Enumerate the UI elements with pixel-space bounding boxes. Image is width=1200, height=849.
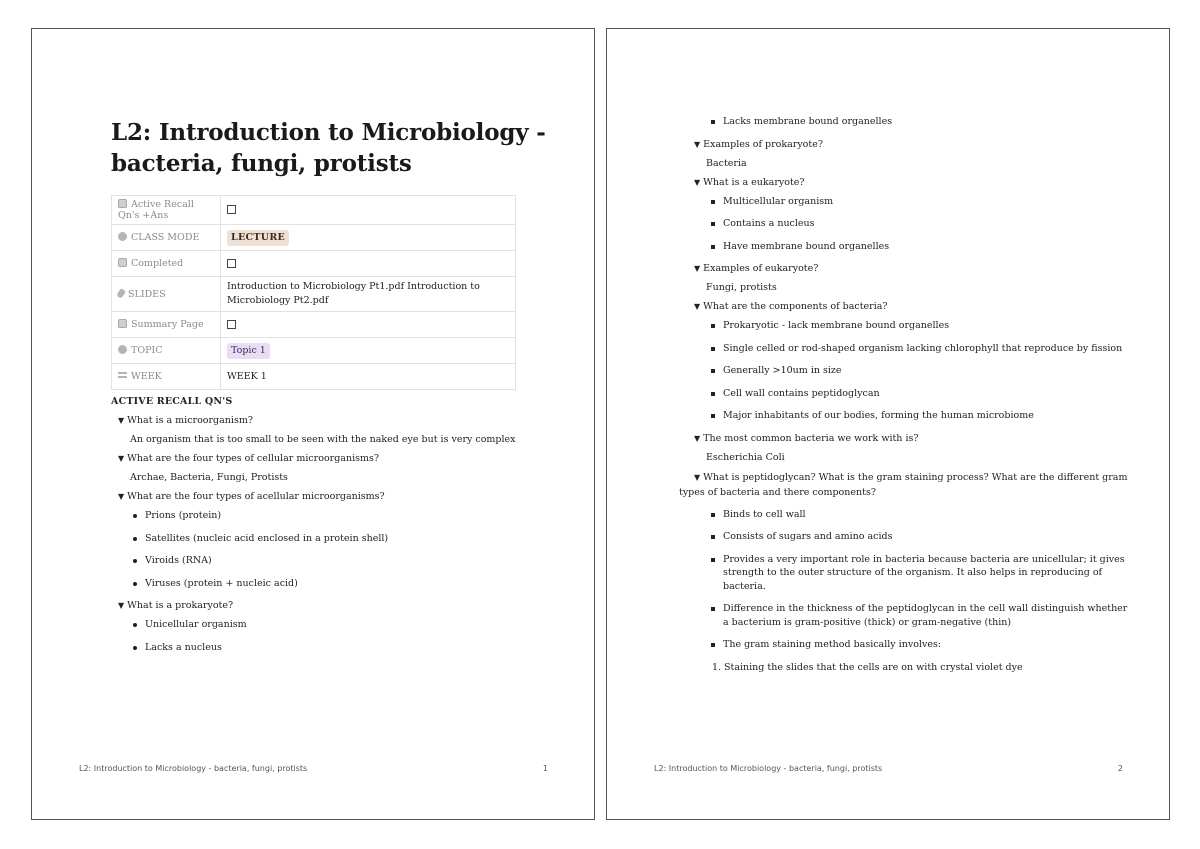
toggle-question[interactable]: ▼ The most common bacteria we work with is? xyxy=(694,432,919,444)
property-key: Active Recall Qn's +Ans xyxy=(118,199,194,221)
text-prop-icon xyxy=(118,372,127,380)
list-item: Lacks membrane bound organelles xyxy=(723,115,1129,129)
toggle-question[interactable]: ▼ What is a microorganism? xyxy=(118,415,253,426)
topic-tag[interactable]: Topic 1 xyxy=(227,343,270,359)
page-number: 2 xyxy=(1117,764,1123,773)
toggle-answer: Fungi, protists xyxy=(706,282,777,293)
list-item: Unicellular organism xyxy=(145,618,547,632)
property-key: TOPIC xyxy=(131,345,163,356)
property-key: SLIDES xyxy=(128,288,166,300)
list-item: Viroids (RNA) xyxy=(145,554,547,568)
property-key: Summary Page xyxy=(131,319,204,330)
toggle-question[interactable]: ▼ What is peptidoglycan? What is the gram staining process? What are the different gram types of bacteria and there components? xyxy=(679,471,1128,498)
property-key: WEEK xyxy=(131,371,162,382)
list-item: Satellites (nucleic acid enclosed in a protein shell) xyxy=(145,532,547,546)
numbered-list xyxy=(679,661,1129,674)
toggle-triangle-icon[interactable]: ▼ xyxy=(118,416,125,425)
toggle-question[interactable]: ▼ Examples of eukaryote? xyxy=(694,263,819,274)
list-item: Consists of sugars and amino acids xyxy=(723,530,1129,544)
toggle-triangle-icon[interactable]: ▼ xyxy=(694,139,701,149)
toggle-question[interactable]: ▼ What are the four types of cellular microorganisms? xyxy=(118,453,379,464)
select-prop-icon xyxy=(118,232,127,241)
list-item: The gram staining method basically involves: xyxy=(723,638,1129,652)
toggle-answer: Archae, Bacteria, Fungi, Protists xyxy=(130,472,288,483)
page-content xyxy=(679,115,1129,680)
toggle-answer: Escherichia Coli xyxy=(706,451,785,463)
page-number: 1 xyxy=(542,764,548,773)
numbered-item: 1. Staining the slides that the cells are on with crystal violet dye xyxy=(712,661,1023,673)
list-item: Major inhabitants of our bodies, forming the human microbiome xyxy=(723,409,1129,423)
toggle-triangle-icon[interactable]: ▼ xyxy=(694,302,701,311)
bullet-list xyxy=(111,509,547,590)
document-page-1 xyxy=(31,28,595,820)
document-page-2 xyxy=(606,28,1170,820)
bullet-list xyxy=(679,115,1129,129)
property-row xyxy=(112,338,516,364)
toggle-question[interactable]: ▼ Examples of prokaryote? xyxy=(694,138,823,150)
toggle-triangle-icon[interactable]: ▼ xyxy=(118,601,125,610)
bullet-list xyxy=(679,195,1129,254)
checkbox[interactable] xyxy=(227,205,236,214)
toggle-triangle-icon[interactable]: ▼ xyxy=(694,472,701,482)
list-item: Multicellular organism xyxy=(723,195,1129,209)
checkbox[interactable] xyxy=(227,320,236,329)
toggle-triangle-icon[interactable]: ▼ xyxy=(118,454,125,463)
toggle-question[interactable]: ▼ What is a prokaryote? xyxy=(118,600,234,611)
toggle-triangle-icon[interactable]: ▼ xyxy=(694,177,701,187)
list-item: Prions (protein) xyxy=(145,509,547,523)
page-title: L2: Introduction to Microbiology - bacteria, fungi, protists xyxy=(111,119,546,177)
select-prop-icon xyxy=(118,345,127,354)
property-key: Completed xyxy=(131,258,184,269)
toggle-triangle-icon[interactable]: ▼ xyxy=(118,492,125,501)
toggle-question[interactable]: ▼ What are the components of bacteria? xyxy=(694,301,888,312)
list-item: Lacks a nucleus xyxy=(145,641,547,655)
list-item: Provides a very important role in bacteria because bacteria are unicellular; it gives strength to the outer structure of the organism. It also helps in reproducing of bacteria. xyxy=(723,553,1129,594)
list-item: Binds to cell wall xyxy=(723,508,1129,522)
list-item: Difference in the thickness of the peptidoglycan in the cell wall distinguish whether a bacterium is gram-positive (thick) or gram-negative (thin) xyxy=(723,603,1128,628)
property-row xyxy=(112,196,516,225)
toggle-question[interactable]: ▼ What are the four types of acellular microorganisms? xyxy=(118,491,385,502)
bullet-list xyxy=(679,319,1129,423)
list-item: Viruses (protein + nucleic acid) xyxy=(145,577,547,591)
properties-table xyxy=(111,195,516,390)
bullet-list xyxy=(679,508,1129,652)
list-item: Contains a nucleus xyxy=(723,217,1129,231)
toggle-question[interactable]: ▼ What is a eukaryote? xyxy=(694,176,805,188)
checkbox[interactable] xyxy=(227,259,236,268)
week-value[interactable]: WEEK 1 xyxy=(221,364,516,390)
list-item: Generally >10um in size xyxy=(723,364,1129,378)
property-row xyxy=(112,312,516,338)
attachment-prop-icon xyxy=(116,288,126,299)
item-number: 1. xyxy=(712,661,722,673)
property-row xyxy=(112,251,516,277)
property-row xyxy=(112,277,516,312)
list-item: Cell wall contains peptidoglycan xyxy=(723,387,1129,401)
property-key: CLASS MODE xyxy=(131,232,200,243)
page-footer-title: L2: Introduction to Microbiology - bacteria, fungi, protists xyxy=(654,764,883,773)
list-item: Prokaryotic - lack membrane bound organelles xyxy=(723,319,1129,333)
checkbox-prop-icon xyxy=(118,199,127,208)
bullet-list xyxy=(111,618,547,654)
page-footer-title: L2: Introduction to Microbiology - bacteria, fungi, protists xyxy=(79,764,308,773)
toggle-triangle-icon[interactable]: ▼ xyxy=(694,264,701,273)
list-item: Single celled or rod-shaped organism lacking chlorophyll that reproduce by fission xyxy=(723,342,1129,356)
class-mode-tag[interactable]: LECTURE xyxy=(227,230,289,246)
slides-value[interactable]: Introduction to Microbiology Pt1.pdf Introduction to Microbiology Pt2.pdf xyxy=(221,277,516,312)
page-content xyxy=(111,117,547,663)
list-item: Have membrane bound organelles xyxy=(723,240,1129,254)
property-row xyxy=(112,364,516,390)
toggle-answer: An organism that is too small to be seen with the naked eye but is very complex xyxy=(130,434,516,445)
checkbox-prop-icon xyxy=(118,319,127,328)
toggle-answer: Bacteria xyxy=(706,157,747,169)
property-row xyxy=(112,225,516,251)
checkbox-prop-icon xyxy=(118,258,127,267)
section-heading: ACTIVE RECALL QN'S xyxy=(111,396,233,407)
toggle-triangle-icon[interactable]: ▼ xyxy=(694,433,701,443)
